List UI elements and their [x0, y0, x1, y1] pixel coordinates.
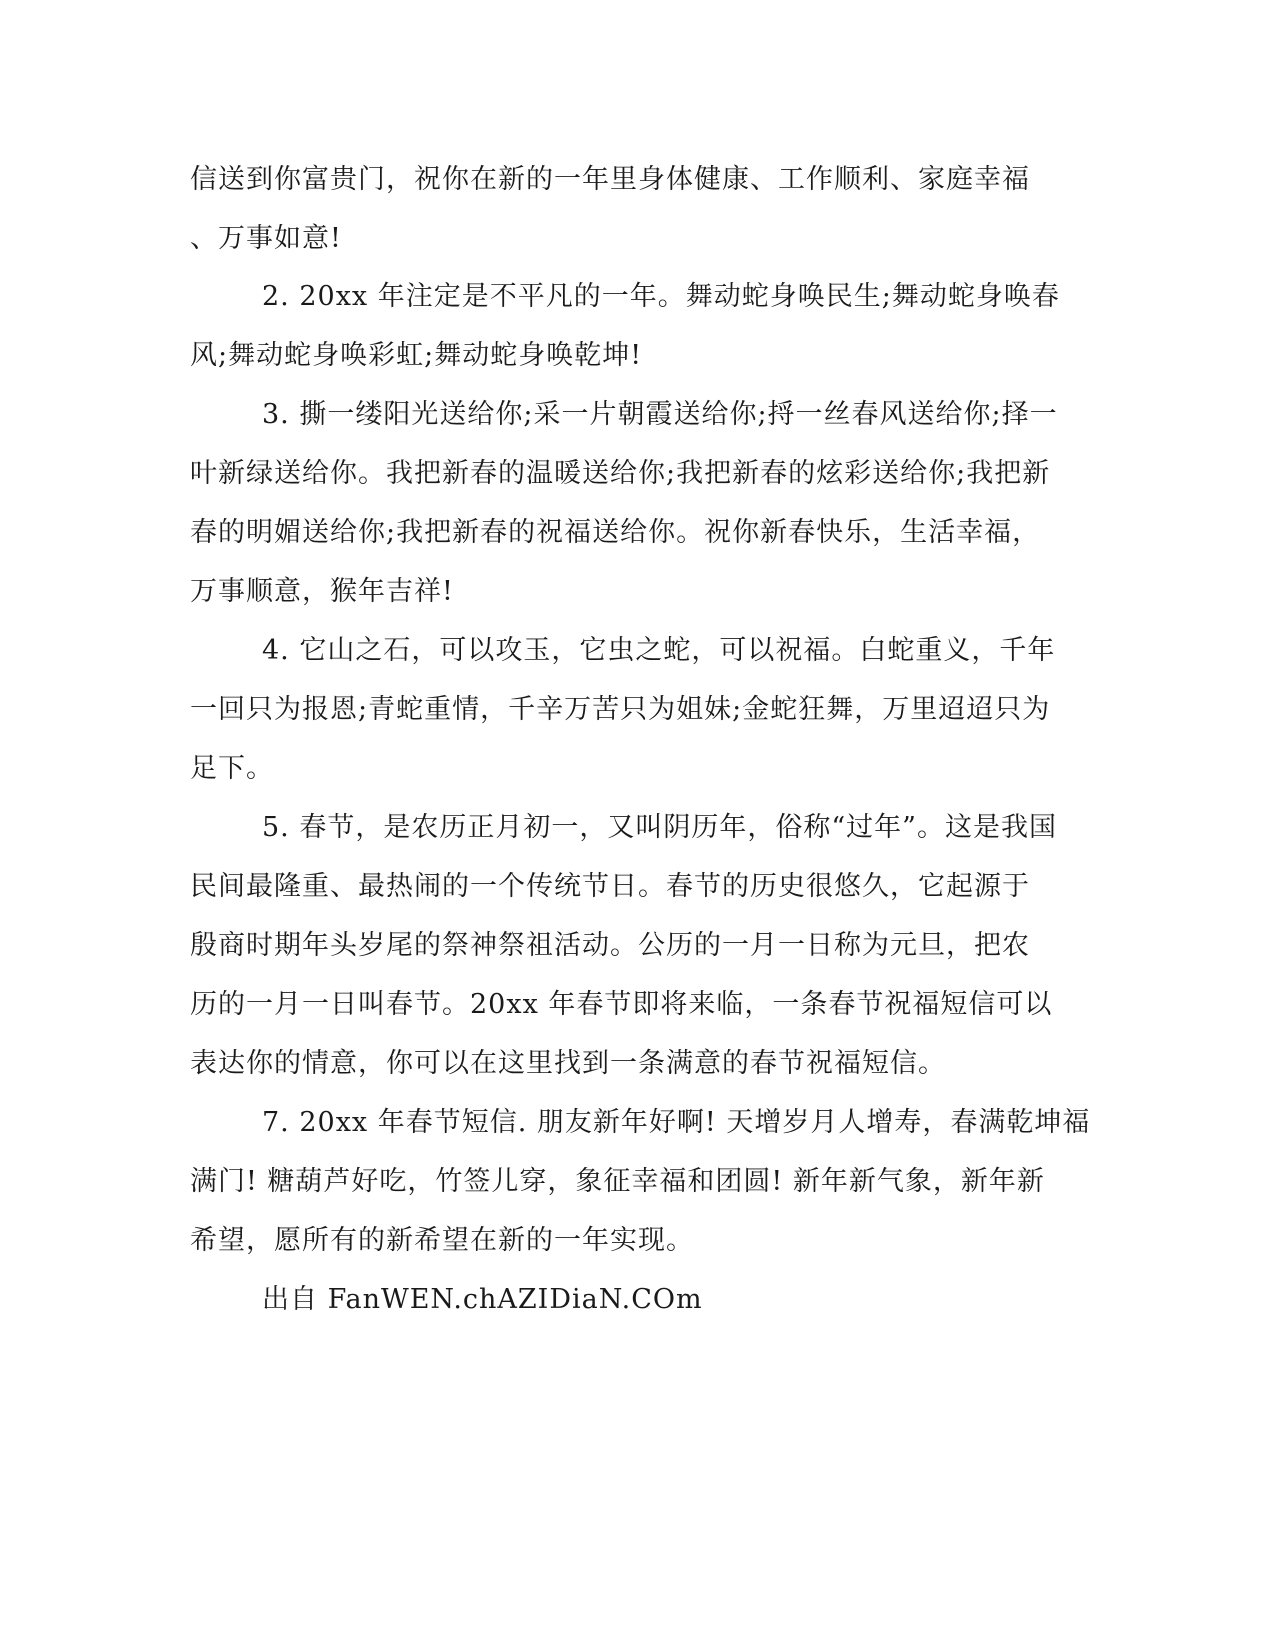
paragraph-4-line: 4. 它山之石，可以攻玉，它虫之蛇，可以祝福。白蛇重义，千年	[262, 635, 1056, 666]
paragraph-7-line: 7. 20xx 年春节短信. 朋友新年好啊! 天增岁月人增寿，春满乾坤福	[262, 1107, 1091, 1138]
text-line: 一回只为报恩;青蛇重情，千辛万苦只为姐妹;金蛇狂舞，万里迢迢只为	[190, 694, 1051, 725]
text-line: 殷商时期年头岁尾的祭神祭祖活动。公历的一月一日称为元旦，把农	[190, 930, 1030, 961]
text-line: 历的一月一日叫春节。20xx 年春节即将来临，一条春节祝福短信可以	[190, 989, 1053, 1020]
source-attribution: 出自 FanWEN.chAZIDiaN.COm	[262, 1284, 703, 1315]
text-line: 足下。	[190, 753, 274, 784]
text-line: 叶新绿送给你。我把新春的温暖送给你;我把新春的炫彩送给你;我把新	[190, 458, 1051, 489]
text-line: 表达你的情意，你可以在这里找到一条满意的春节祝福短信。	[190, 1048, 946, 1079]
text-line: 、万事如意!	[190, 223, 342, 254]
text-line: 万事顺意，猴年吉祥!	[190, 576, 454, 607]
text-line: 满门! 糖葫芦好吃，竹签儿穿，象征幸福和团圆! 新年新气象，新年新	[190, 1166, 1045, 1197]
text-line: 信送到你富贵门，祝你在新的一年里身体健康、工作顺利、家庭幸福	[190, 164, 1030, 195]
paragraph-3-line: 3. 撕一缕阳光送给你;采一片朝霞送给你;捋一丝春风送给你;择一	[262, 399, 1058, 430]
paragraph-5-line: 5. 春节，是农历正月初一，又叫阴历年，俗称“过年”。这是我国	[262, 812, 1057, 843]
text-line: 民间最隆重、最热闹的一个传统节日。春节的历史很悠久，它起源于	[190, 871, 1030, 902]
text-line: 希望，愿所有的新希望在新的一年实现。	[190, 1225, 694, 1256]
text-line: 春的明媚送给你;我把新春的祝福送给你。祝你新春快乐，生活幸福，	[190, 517, 1041, 548]
paragraph-2-line: 2. 20xx 年注定是不平凡的一年。舞动蛇身唤民生;舞动蛇身唤春	[262, 281, 1060, 312]
text-line: 风;舞动蛇身唤彩虹;舞动蛇身唤乾坤!	[190, 340, 643, 371]
